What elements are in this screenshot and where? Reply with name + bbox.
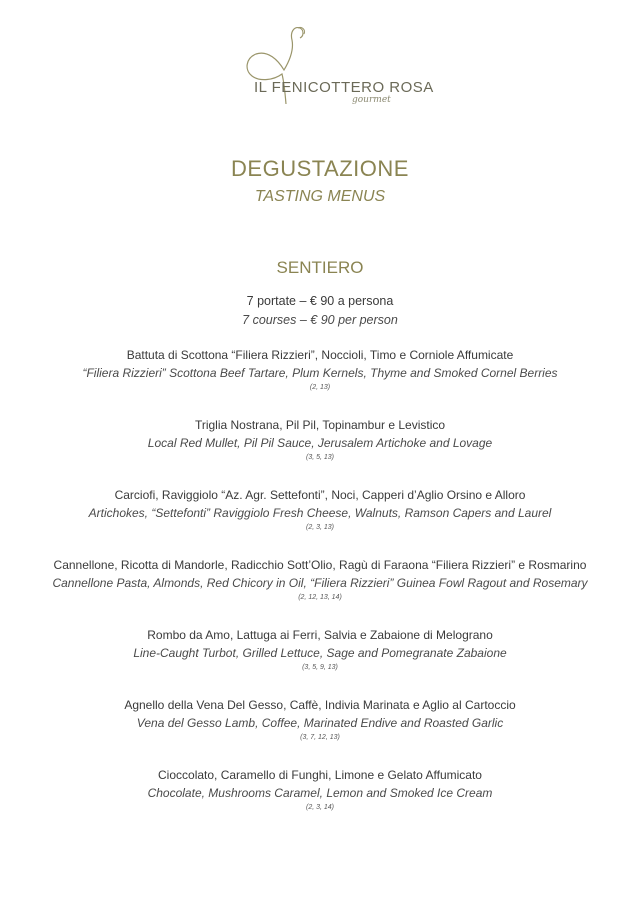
course-italian: Agnello della Vena Del Gesso, Caffè, Indivia Marinata e Aglio al Cartoccio bbox=[124, 698, 516, 712]
brand-sub: gourmet bbox=[352, 95, 391, 105]
course-item bbox=[0, 696, 640, 743]
course-english: Cannellone Pasta, Almonds, Red Chicory in Oil, “Filiera Rizzieri” Guinea Fowl Ragout and Rosemary bbox=[52, 576, 588, 590]
course-italian: Cioccolato, Caramello di Funghi, Limone e Gelato Affumicato bbox=[158, 768, 482, 782]
course-item bbox=[0, 416, 640, 463]
course-item bbox=[0, 556, 640, 603]
course-allergens: (2, 3, 14) bbox=[305, 804, 334, 811]
course-allergens: (2, 12, 13, 14) bbox=[298, 594, 342, 601]
page-subtitle: TASTING MENUS bbox=[254, 188, 386, 205]
course-allergens: (3, 5, 13) bbox=[305, 454, 334, 461]
course-allergens: (3, 7, 12, 13) bbox=[300, 734, 340, 741]
course-list bbox=[0, 346, 640, 836]
price-italian: 7 portate – € 90 a persona bbox=[246, 294, 394, 308]
course-english: Local Red Mullet, Pil Pil Sauce, Jerusalem Artichoke and Lovage bbox=[147, 436, 493, 450]
course-italian: Triglia Nostrana, Pil Pil, Topinambur e Levistico bbox=[194, 418, 446, 432]
menu-name: SENTIERO bbox=[276, 258, 364, 277]
course-english: Artichokes, “Settefonti” Raviggiolo Fresh Cheese, Walnuts, Ramson Capers and Laurel bbox=[88, 506, 552, 520]
flamingo-icon bbox=[238, 22, 318, 114]
course-italian: Rombo da Amo, Lattuga ai Ferri, Salvia e Zabaione di Melograno bbox=[147, 628, 493, 642]
course-item bbox=[0, 486, 640, 533]
course-english: Line-Caught Turbot, Grilled Lettuce, Sage and Pomegranate Zabaione bbox=[133, 646, 507, 660]
course-item bbox=[0, 766, 640, 813]
course-allergens: (2, 13) bbox=[309, 384, 331, 391]
logo bbox=[0, 22, 640, 114]
price-english: 7 courses – € 90 per person bbox=[242, 313, 398, 327]
course-english: “Filiera Rizzieri” Scottona Beef Tartare, Plum Kernels, Thyme and Smoked Cornel Berries bbox=[82, 366, 558, 380]
course-italian: Battuta di Scottona “Filiera Rizzieri”, Noccioli, Timo e Corniole Affumicate bbox=[126, 348, 514, 362]
course-allergens: (3, 5, 9, 13) bbox=[302, 664, 338, 671]
course-item bbox=[0, 346, 640, 393]
course-italian: Carciofi, Raviggiolo “Az. Agr. Settefonti”, Noci, Capperi d’Aglio Orsino e Alloro bbox=[114, 488, 526, 502]
page-title: DEGUSTAZIONE bbox=[231, 156, 409, 181]
course-italian: Cannellone, Ricotta di Mandorle, Radicchio Sott’Olio, Ragù di Faraona “Filiera Rizzieri” e Rosmarino bbox=[53, 558, 587, 572]
brand-name: IL FENICOTTERO ROSA bbox=[254, 79, 434, 96]
course-allergens: (2, 3, 13) bbox=[305, 524, 334, 531]
course-english: Chocolate, Mushrooms Caramel, Lemon and Smoked Ice Cream bbox=[147, 786, 493, 800]
course-english: Vena del Gesso Lamb, Coffee, Marinated Endive and Roasted Garlic bbox=[136, 716, 504, 730]
course-item bbox=[0, 626, 640, 673]
